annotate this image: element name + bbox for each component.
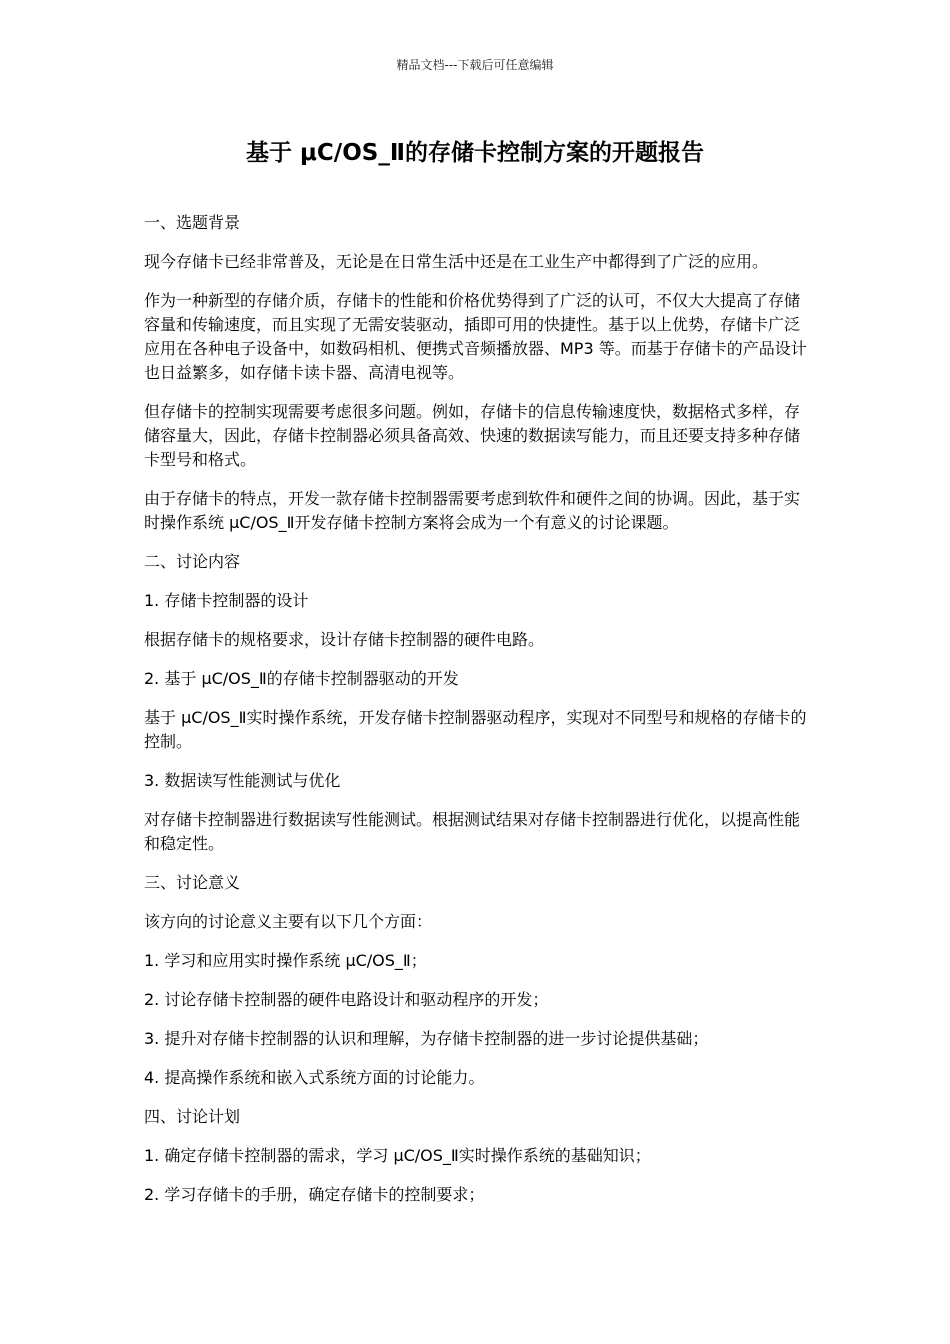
list-item: 3. 数据读写性能测试与优化 bbox=[144, 771, 341, 790]
list-item: 2. 讨论存储卡控制器的硬件电路设计和驱动程序的开发； bbox=[144, 990, 549, 1009]
list-item: 2. 基于 μC/OS_Ⅱ的存储卡控制器驱动的开发 bbox=[144, 669, 459, 688]
paragraph: 但存储卡的控制实现需要考虑很多问题。例如，存储卡的信息传输速度快，数据格式多样，存储容量大，因此，存储卡控制器必须具备高效、快速的数据读写能力，而且还要支持多种存储卡型号和格式。 bbox=[144, 402, 801, 469]
paragraph: 根据存储卡的规格要求，设计存储卡控制器的硬件电路。 bbox=[144, 630, 545, 649]
document-title: 基于 μC/OS_Ⅱ的存储卡控制方案的开题报告 bbox=[246, 140, 704, 166]
paragraph: 作为一种新型的存储介质，存储卡的性能和价格优势得到了广泛的认可，不仅大大提高了存储容量和传输速度，而且实现了无需安装驱动，插即可用的快捷性。基于以上优势，存储卡广泛应用在各种电子设备中，如数码相机、便携式音频播放器、MP3 等。而基于存储卡的产品设计也日益繁多，如存储卡读卡器、高清电视等。 bbox=[144, 291, 807, 382]
list-item: 4. 提高操作系统和嵌入式系统方面的讨论能力。 bbox=[144, 1068, 485, 1087]
section-heading-plan: 四、讨论计划 bbox=[144, 1107, 241, 1126]
list-item: 1. 确定存储卡控制器的需求，学习 μC/OS_Ⅱ实时操作系统的基础知识； bbox=[144, 1146, 651, 1165]
section-heading-background: 一、选题背景 bbox=[144, 213, 241, 232]
paragraph: 该方向的讨论意义主要有以下几个方面： bbox=[144, 912, 433, 931]
section-heading-significance: 三、讨论意义 bbox=[144, 873, 241, 892]
section-heading-content: 二、讨论内容 bbox=[144, 552, 241, 571]
paragraph: 对存储卡控制器进行数据读写性能测试。根据测试结果对存储卡控制器进行优化，以提高性能和稳定性。 bbox=[144, 810, 801, 853]
paragraph: 由于存储卡的特点，开发一款存储卡控制器需要考虑到软件和硬件之间的协调。因此，基于实时操作系统 μC/OS_Ⅱ开发存储卡控制方案将会成为一个有意义的讨论课题。 bbox=[144, 489, 801, 532]
list-item: 3. 提升对存储卡控制器的认识和理解，为存储卡控制器的进一步讨论提供基础； bbox=[144, 1029, 709, 1048]
list-item: 1. 存储卡控制器的设计 bbox=[144, 591, 309, 610]
header-note: 精品文档---下载后可任意编辑 bbox=[396, 58, 554, 72]
list-item: 2. 学习存储卡的手册，确定存储卡的控制要求； bbox=[144, 1185, 485, 1204]
paragraph: 基于 μC/OS_Ⅱ实时操作系统，开发存储卡控制器驱动程序，实现对不同型号和规格的存储卡的控制。 bbox=[144, 708, 807, 751]
document-body bbox=[144, 211, 812, 1222]
list-item: 1. 学习和应用实时操作系统 μC/OS_Ⅱ； bbox=[144, 951, 427, 970]
paragraph: 现今存储卡已经非常普及，无论是在日常生活中还是在工业生产中都得到了广泛的应用。 bbox=[144, 252, 769, 271]
